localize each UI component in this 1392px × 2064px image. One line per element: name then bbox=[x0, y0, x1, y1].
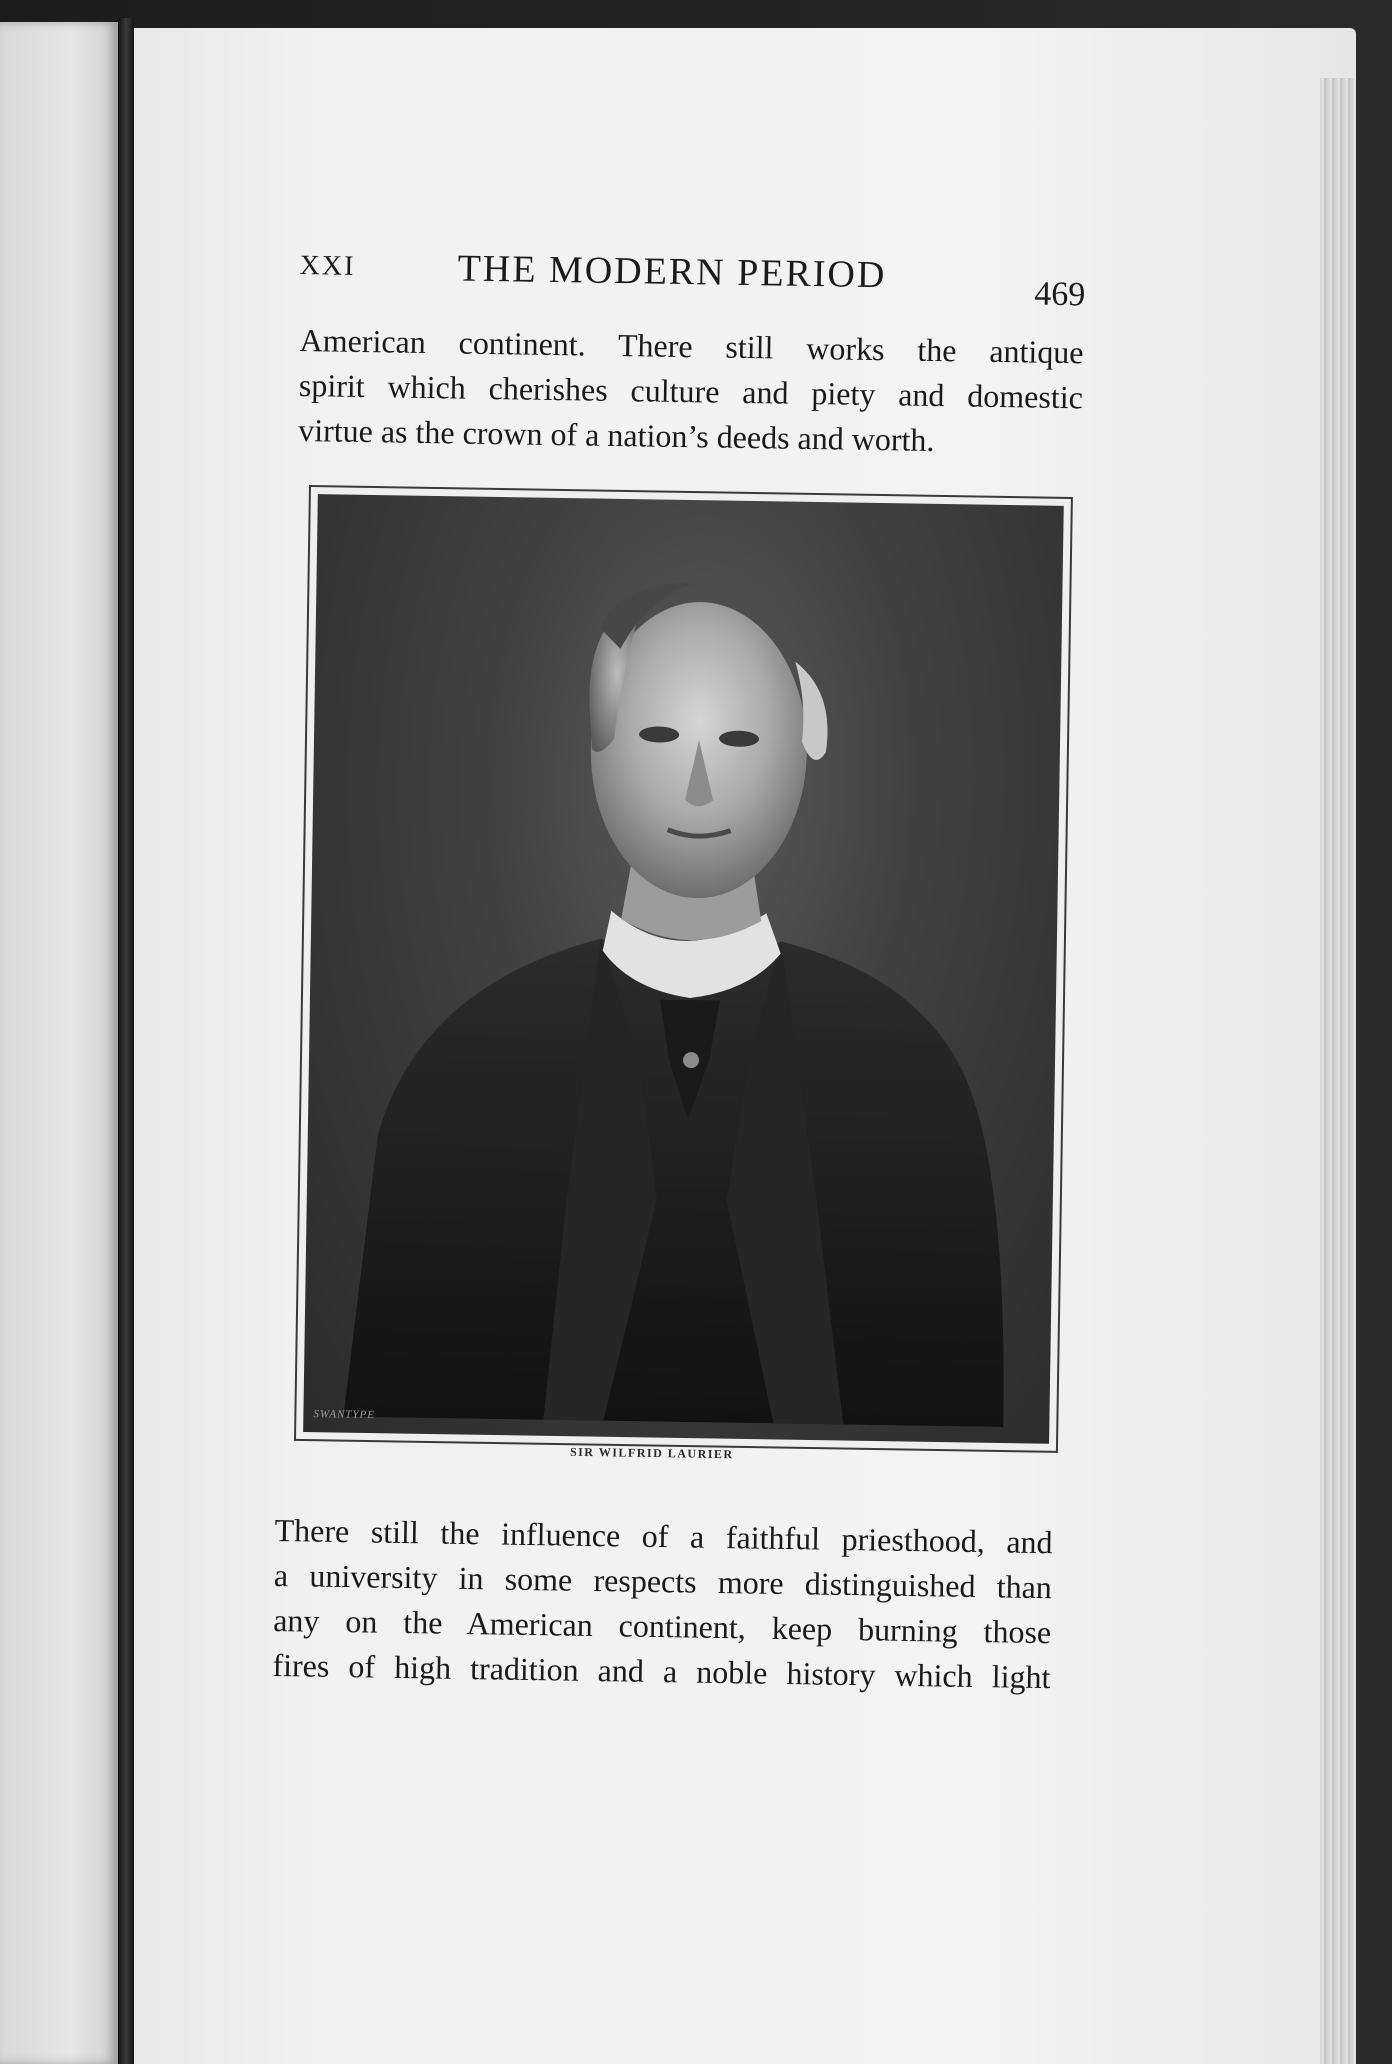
text-line: any on the American continent, keep burning those bbox=[272, 1601, 1052, 1651]
portrait-photo bbox=[303, 494, 1064, 1444]
book-gutter bbox=[118, 18, 134, 2064]
top-paragraph bbox=[298, 318, 1084, 465]
running-header bbox=[299, 244, 1090, 316]
page-stack-edge bbox=[1320, 78, 1356, 2064]
left-page-edge bbox=[0, 22, 118, 2064]
running-title: THE MODERN PERIOD bbox=[457, 247, 887, 297]
engraver-signature: SWANTYPE bbox=[313, 1408, 376, 1422]
portrait-plate bbox=[294, 485, 1073, 1453]
text-line: spirit which cherishes culture and piety and domestic bbox=[298, 366, 1084, 416]
text-line: American continent. There still works the antique bbox=[299, 321, 1084, 371]
text-line: virtue as the crown of a nation’s deeds and worth. bbox=[297, 411, 935, 458]
portrait-figure bbox=[303, 494, 1047, 1427]
text-line: a university in some respects more distinguished than bbox=[273, 1556, 1053, 1606]
text-line: fires of high tradition and a noble history which light bbox=[272, 1646, 1051, 1696]
page-number: 469 bbox=[1034, 275, 1086, 314]
portrait-caption: SIR WILFRID LAURIER bbox=[569, 1444, 734, 1462]
bottom-paragraph bbox=[272, 1508, 1053, 1700]
text-line: There still the influence of a faithful priesthood, and bbox=[274, 1511, 1053, 1561]
chapter-number: XXI bbox=[299, 249, 356, 282]
